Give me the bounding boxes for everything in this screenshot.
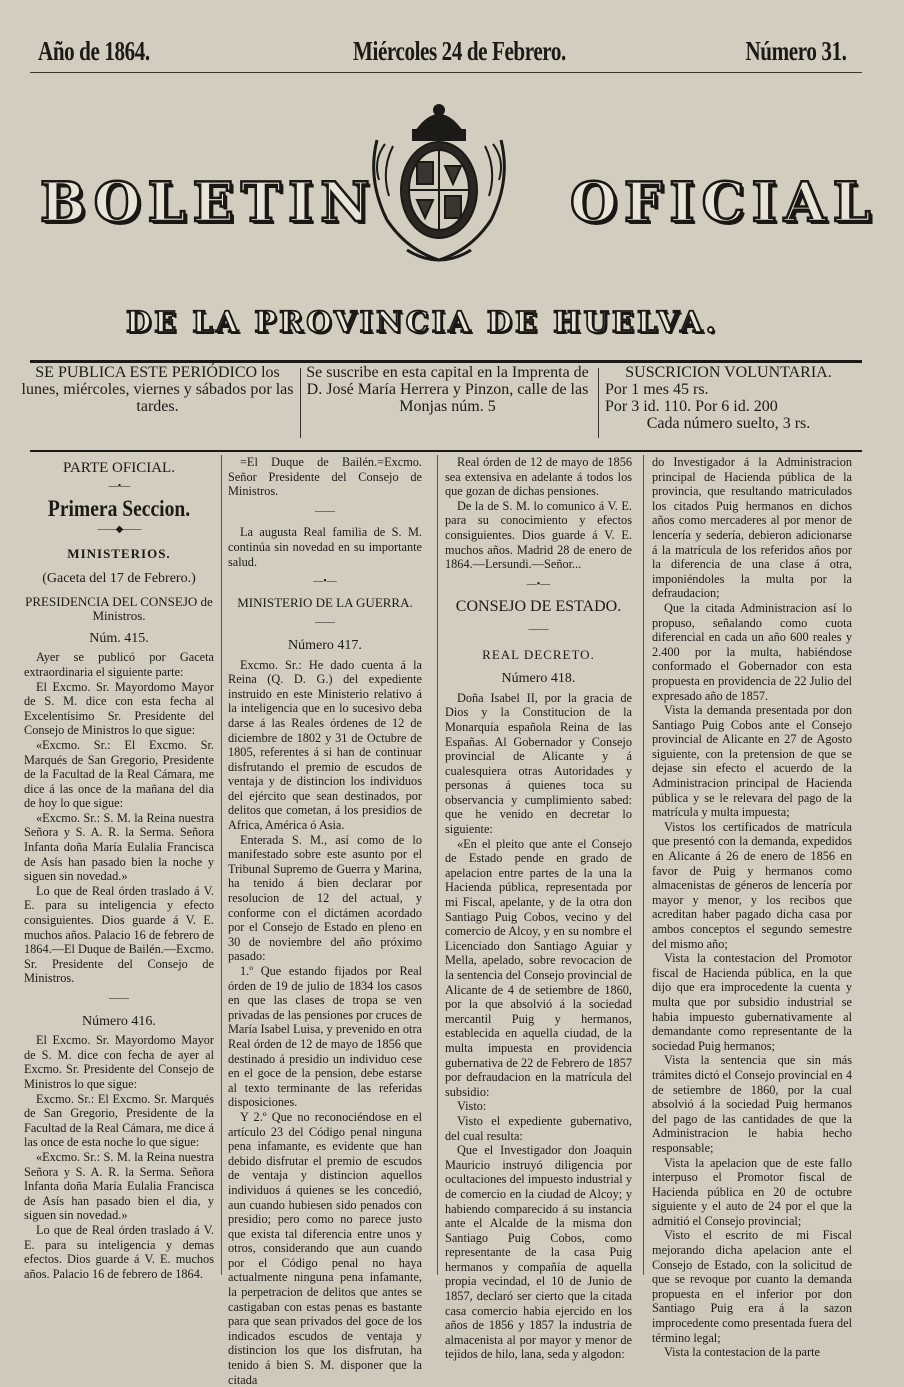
- column-divider: [437, 455, 438, 1275]
- paragraph: «En el pleito que ante el Consejo de Estado pende en grado de apelacion entre partes de la una la Hacienda pública, representada por mi Fiscal, apelante, y de la otra don Santiago Puig Cobos, vecino y del comercio de Alcoy, y en su nombre el Licenciado don Santiago Aguiar y Mella, apelado, sobre revocacion de la sentencia del Consejo provincial de Alicante de 4 de setiembre de 1860, por la que absolvió á la sociedad mercantil Puig y hermanos, establecida en aquella ciudad, de la multa impuesta en providencia gubernativa de 22 de Febrero de 1857 por defraudacion en la matrícula del subsidio:: [445, 836, 632, 1099]
- column-4: [652, 455, 852, 1360]
- infobar-rule: [30, 450, 862, 452]
- paragraph: Real órden de 12 de mayo de 1856 sea extensiva en adelante á todos los que gozan de dichas pensiones.: [445, 455, 632, 499]
- ornament: —•—: [108, 480, 130, 492]
- issue-date: Miércoles 24 de Febrero.: [353, 36, 566, 66]
- paragraph: De la de S. M. lo comunico á V. E. para su conocimiento y efectos consiguientes. Dios guarde á V. E. muchos años. Madrid 28 de enero de 1864.—Lersundi.—Señor...: [445, 498, 632, 572]
- paragraph: Vista la contestacion del Promotor fiscal de Hacienda pública, en la que dijo que era improcedente la cuenta y multa que por subsidio industrial se habia impuesto gubernativamente al demandante como representante de la sociedad Puig hermanos;: [652, 951, 852, 1053]
- subtitle-rule: [30, 360, 862, 363]
- paragraph: Vista la apelacion que de este fallo interpuso el Promotor fiscal de Hacienda pública en 20 de octubre siguiente y el auto de 24 por el que la admitió el Consejo provincial;: [652, 1155, 852, 1228]
- paragraph: Vistos los certificados de matrícula que presentó con la demanda, expedidos en Alicante á 26 de enero de 1856 en favor de Puig y hermanos como almacenistas de géneros de lencería por mayor y menor, y los recibos que acreditan haber pagado dicha casa por ambos conceptos el segundo semestre del mismo año;: [652, 819, 852, 951]
- separator: ——: [109, 993, 129, 1004]
- masthead-rule: [30, 72, 862, 73]
- item-number: Número 417.: [288, 637, 362, 653]
- separator: ——: [315, 617, 335, 629]
- paragraph: Y 2.º Que no reconociéndose en el artículo 23 del Código penal ninguna pena infamante, es evidente que han debido disfrutar el premio de escudos de ventaja y distincion aquellos individuos á quienes se les concedió, aun cuando hubiesen sido penados con presidio; pero como no parece justo que exista tal diferencia entre unos y otros, considerando que aun cuando por el Código penal no haya actualmente ninguna pena infamante, la perpetracion de delitos que antes se castigaban con estas penas es bastante para que sean privados del goce de los indicados escudos de ventaja y distincion los que los disfrutan, ha tenido á bien S. M. disponer que la citada: [228, 1109, 422, 1387]
- title-boletin: BOLETIN: [40, 170, 377, 234]
- publication-schedule: SE PUBLICA ESTE PERIÓDICO los lunes, miércoles, viernes y sábados por las tardes.: [21, 364, 294, 415]
- subscription-prices: [605, 364, 852, 432]
- issue-year: Año de 1864.: [38, 36, 150, 66]
- paragraph: Ayer se publicó por Gaceta extraordinaria el siguiente parte:: [24, 650, 214, 679]
- price-line-1: Por 1 mes 45 rs.: [605, 381, 709, 398]
- ministerio-guerra-heading: MINISTERIO DE LA GUERRA.: [237, 594, 413, 610]
- separator: ——: [528, 623, 549, 635]
- paragraph: Vista la contestacion de la parte: [664, 1345, 820, 1360]
- column-divider: [643, 455, 644, 1275]
- info-divider: [598, 368, 599, 438]
- paragraph: El Excmo. Sr. Mayordomo Mayor de S. M. dice con fecha de ayer al Excmo. Sr. Presidente del Consejo de Ministros lo que sigue:: [24, 1033, 214, 1091]
- paragraph: La augusta Real familia de S. M. continúa sin novedad en su importante salud.: [228, 525, 422, 569]
- issue-number: Número 31.: [744, 36, 846, 66]
- paragraph: Excmo. Sr.: He dado cuenta á la Reina (Q. D. G.) del expediente instruido en este Ministerio relativo á la inteligencia que en lo sucesivo deba darse á las Reales órdenes de 12 de diciembre de 1802 y 31 de Octubre de 1805, referentes á si han de continuar disfrutando el premio de escudos de ventaja y de distincion los individuos del ejército que sean destinados, por delitos que cometan, á los presidios de Africa, América ó Asia.: [228, 657, 422, 833]
- separator: —•—: [313, 576, 337, 588]
- info-bar: [20, 364, 852, 448]
- paragraph: Lo que de Real órden traslado á V. E. para su inteligencia y efecto consiguientes. Dios guarde á V. E. muchos años. Palacio 16 de febrero de 1864.—El Duque de Bailén.—Excmo. Sr. Presidente del Consejo de Ministros.: [24, 883, 214, 986]
- presidencia-heading: PRESIDENCIA DEL CONSEJO de Ministros.: [25, 593, 213, 624]
- info-divider: [300, 368, 301, 438]
- column-divider: [221, 455, 222, 1275]
- separator: ——: [315, 505, 335, 517]
- parte-oficial-heading: PARTE OFICIAL.: [63, 460, 175, 476]
- real-decreto-heading: REAL DECRETO.: [482, 646, 595, 662]
- paragraph: Visto:: [457, 1099, 487, 1114]
- paragraph: El Excmo. Sr. Mayordomo Mayor de S. M. dice con esta fecha al Excelentísimo Sr. Presidente del Consejo de Ministros lo que sigue:: [24, 679, 214, 738]
- primera-seccion-heading: Primera Seccion.: [47, 496, 191, 522]
- subscription-address: Se suscribe en esta capital en la Imprenta de D. José María Herrera y Pinzon, calle de las Monjas núm. 5: [306, 364, 589, 415]
- paragraph: «Excmo. Sr.: El Excmo. Sr. Marqués de San Gregorio, Presidente de la Facultad de la Real Cámara, me dice á las once de la mañana del dia de hoy lo que sigue:: [24, 737, 214, 811]
- item-number: Número 416.: [82, 1013, 156, 1029]
- subscription-title: SUSCRICION VOLUNTARIA.: [625, 364, 832, 381]
- price-line-2: Por 3 id. 110. Por 6 id. 200: [605, 398, 778, 415]
- paragraph: Enterada S. M., así como de lo manifestado sobre este asunto por el Tribunal Supremo de Guerra y Marina, ha tenido á bien declarar por resolucion de 12 del actual, y conforme con el dictámen acordado por el Consejo de Estado en pleno en 30 de noviembre del año próximo pasado:: [228, 832, 422, 964]
- paragraph: Vista la demanda presentada por don Santiago Puig Cobos ante el Consejo provincial de Alicante en 27 de Agosto siguiente, con la pretension de que se dejase sin efecto el acuerdo de la Administracion principal de Hacienda pública y se le relevara del pago de la matrícula y multa impuesta;: [652, 703, 852, 820]
- separator: —•—: [526, 578, 551, 590]
- paragraph: Que la citada Administracion así lo propuso, señalando como cuota diferencial en cada un año 600 reales y 2.400 por la multa, habiéndose conformado el Gobernador con esta propuesta en providencia de 22 Julio del expresado año de 1857.: [652, 600, 852, 703]
- column-3: [445, 455, 632, 1362]
- paragraph: Que el Investigador don Joaquin Mauricio instruyó diligencia por ocultaciones del impuesto industrial y de comercio en la ciudad de Alcoy; y habiendo comparecido á su instancia ante el Alcalde de la misma don Santiago Puig Cobos, como representante de la casa Puig hermanos y compañía de aquella propia vecindad, el 10 de Junio de 1857, declaró ser cierto que la citada casa comercio habia ejercido en los años de 1856 y 1857 la industria de almacenista al por mayor y menor de tejidos de hilo, lana, seda y algodon:: [445, 1143, 632, 1362]
- ministerios-heading: MINISTERIOS.: [67, 546, 171, 562]
- paragraph: Visto el expediente gubernativo, del cual resulta:: [445, 1113, 632, 1143]
- paragraph: Doña Isabel II, por la gracia de Dios y la Constitucion de la Monarquía española Reina de las Españas. Al Gobernador y Consejo provincial de Alicante y á cualesquiera otras Autoridades y personas á quienes toca su observancia y cumplimiento sabed: que he venido en decretar lo siguiente:: [445, 690, 632, 837]
- paragraph: 1.º Que estando fijados por Real órden de 19 de julio de 1834 los casos en que las clases de tropa se ven privadas de las pensiones por cruces de María Isabel Luisa, y prevenido en otra Real órden de 12 de mayo de 1856 que destinado á presidio un individuo cese en el goce de la pension, debe estarse al texto terminante de las referidas disposiciones.: [228, 964, 422, 1110]
- ornament: ——◆——: [97, 523, 141, 535]
- paragraph: =El Duque de Bailén.=Excmo. Señor Presidente del Consejo de Ministros.: [228, 455, 422, 499]
- gaceta-line: (Gaceta del 17 de Febrero.): [42, 570, 196, 586]
- price-line-3: Cada número suelto, 3 rs.: [646, 415, 811, 432]
- item-number: Número 418.: [501, 671, 576, 687]
- paragraph: Visto el escrito de mi Fiscal mejorando dicha apelacion ante el Consejo de Estado, con la solicitud de que se revoque por cuanto la demanda propuesta en el inferior por don Santiago Puig era á la sazon improcedente como presentada fuera del término legal;: [652, 1228, 852, 1345]
- title-provincia: DE LA PROVINCIA DE HUELVA.: [126, 305, 719, 339]
- paragraph: do Investigador á la Administracion principal de Hacienda pública de la provincia, que resultando matriculados los citados Puig hermanos en dichos años como mercaderes al por menor de lencería y sedería, debieron adicionarse á la matrícula de los referidos años por la diferencia de una clase á otra, imponiéndoles la multa por la defraudacion;: [652, 455, 852, 601]
- paragraph: «Excmo. Sr.: S. M. la Reina nuestra Señora y S. A. R. la Serma. Señora Infanta doña María Eulalia Francisca de Asís han pasado bien el dia, y siguen sin novedad.»: [24, 1149, 214, 1223]
- consejo-estado-heading: CONSEJO DE ESTADO.: [455, 598, 622, 616]
- column-1: [24, 455, 214, 1281]
- coat-of-arms-icon: [357, 100, 521, 268]
- paragraph: Excmo. Sr.: El Excmo. Sr. Marqués de San Gregorio, Presidente de la Facultad de la Real Cámara, me dice á las once de esta noche lo que sigue:: [24, 1091, 214, 1150]
- paragraph: «Excmo. Sr.: S. M. la Reina nuestra Señora y S. A. R. la Serma. Señora Infanta doña María Eulalia Francisca de Asís han pasado bien la noche y siguen sin novedad.»: [24, 810, 214, 884]
- title-oficial: OFICIAL: [570, 170, 878, 234]
- column-2: [228, 455, 422, 1387]
- paragraph: Vista la sentencia que sin más trámites dictó el Consejo provincial en 4 de setiembre de 1860, por la cual absolvió á la sociedad Puig hermanos del pago de las cantidades de que la Administracion le habia hecho responsable;: [652, 1053, 852, 1155]
- item-number: Núm. 415.: [89, 630, 149, 646]
- paragraph: Lo que de Real órden traslado á V. E. para su inteligencia y demas efectos. Dios guarde á V. E. muchos años. Palacio 16 de febrero de 1864.: [24, 1222, 214, 1281]
